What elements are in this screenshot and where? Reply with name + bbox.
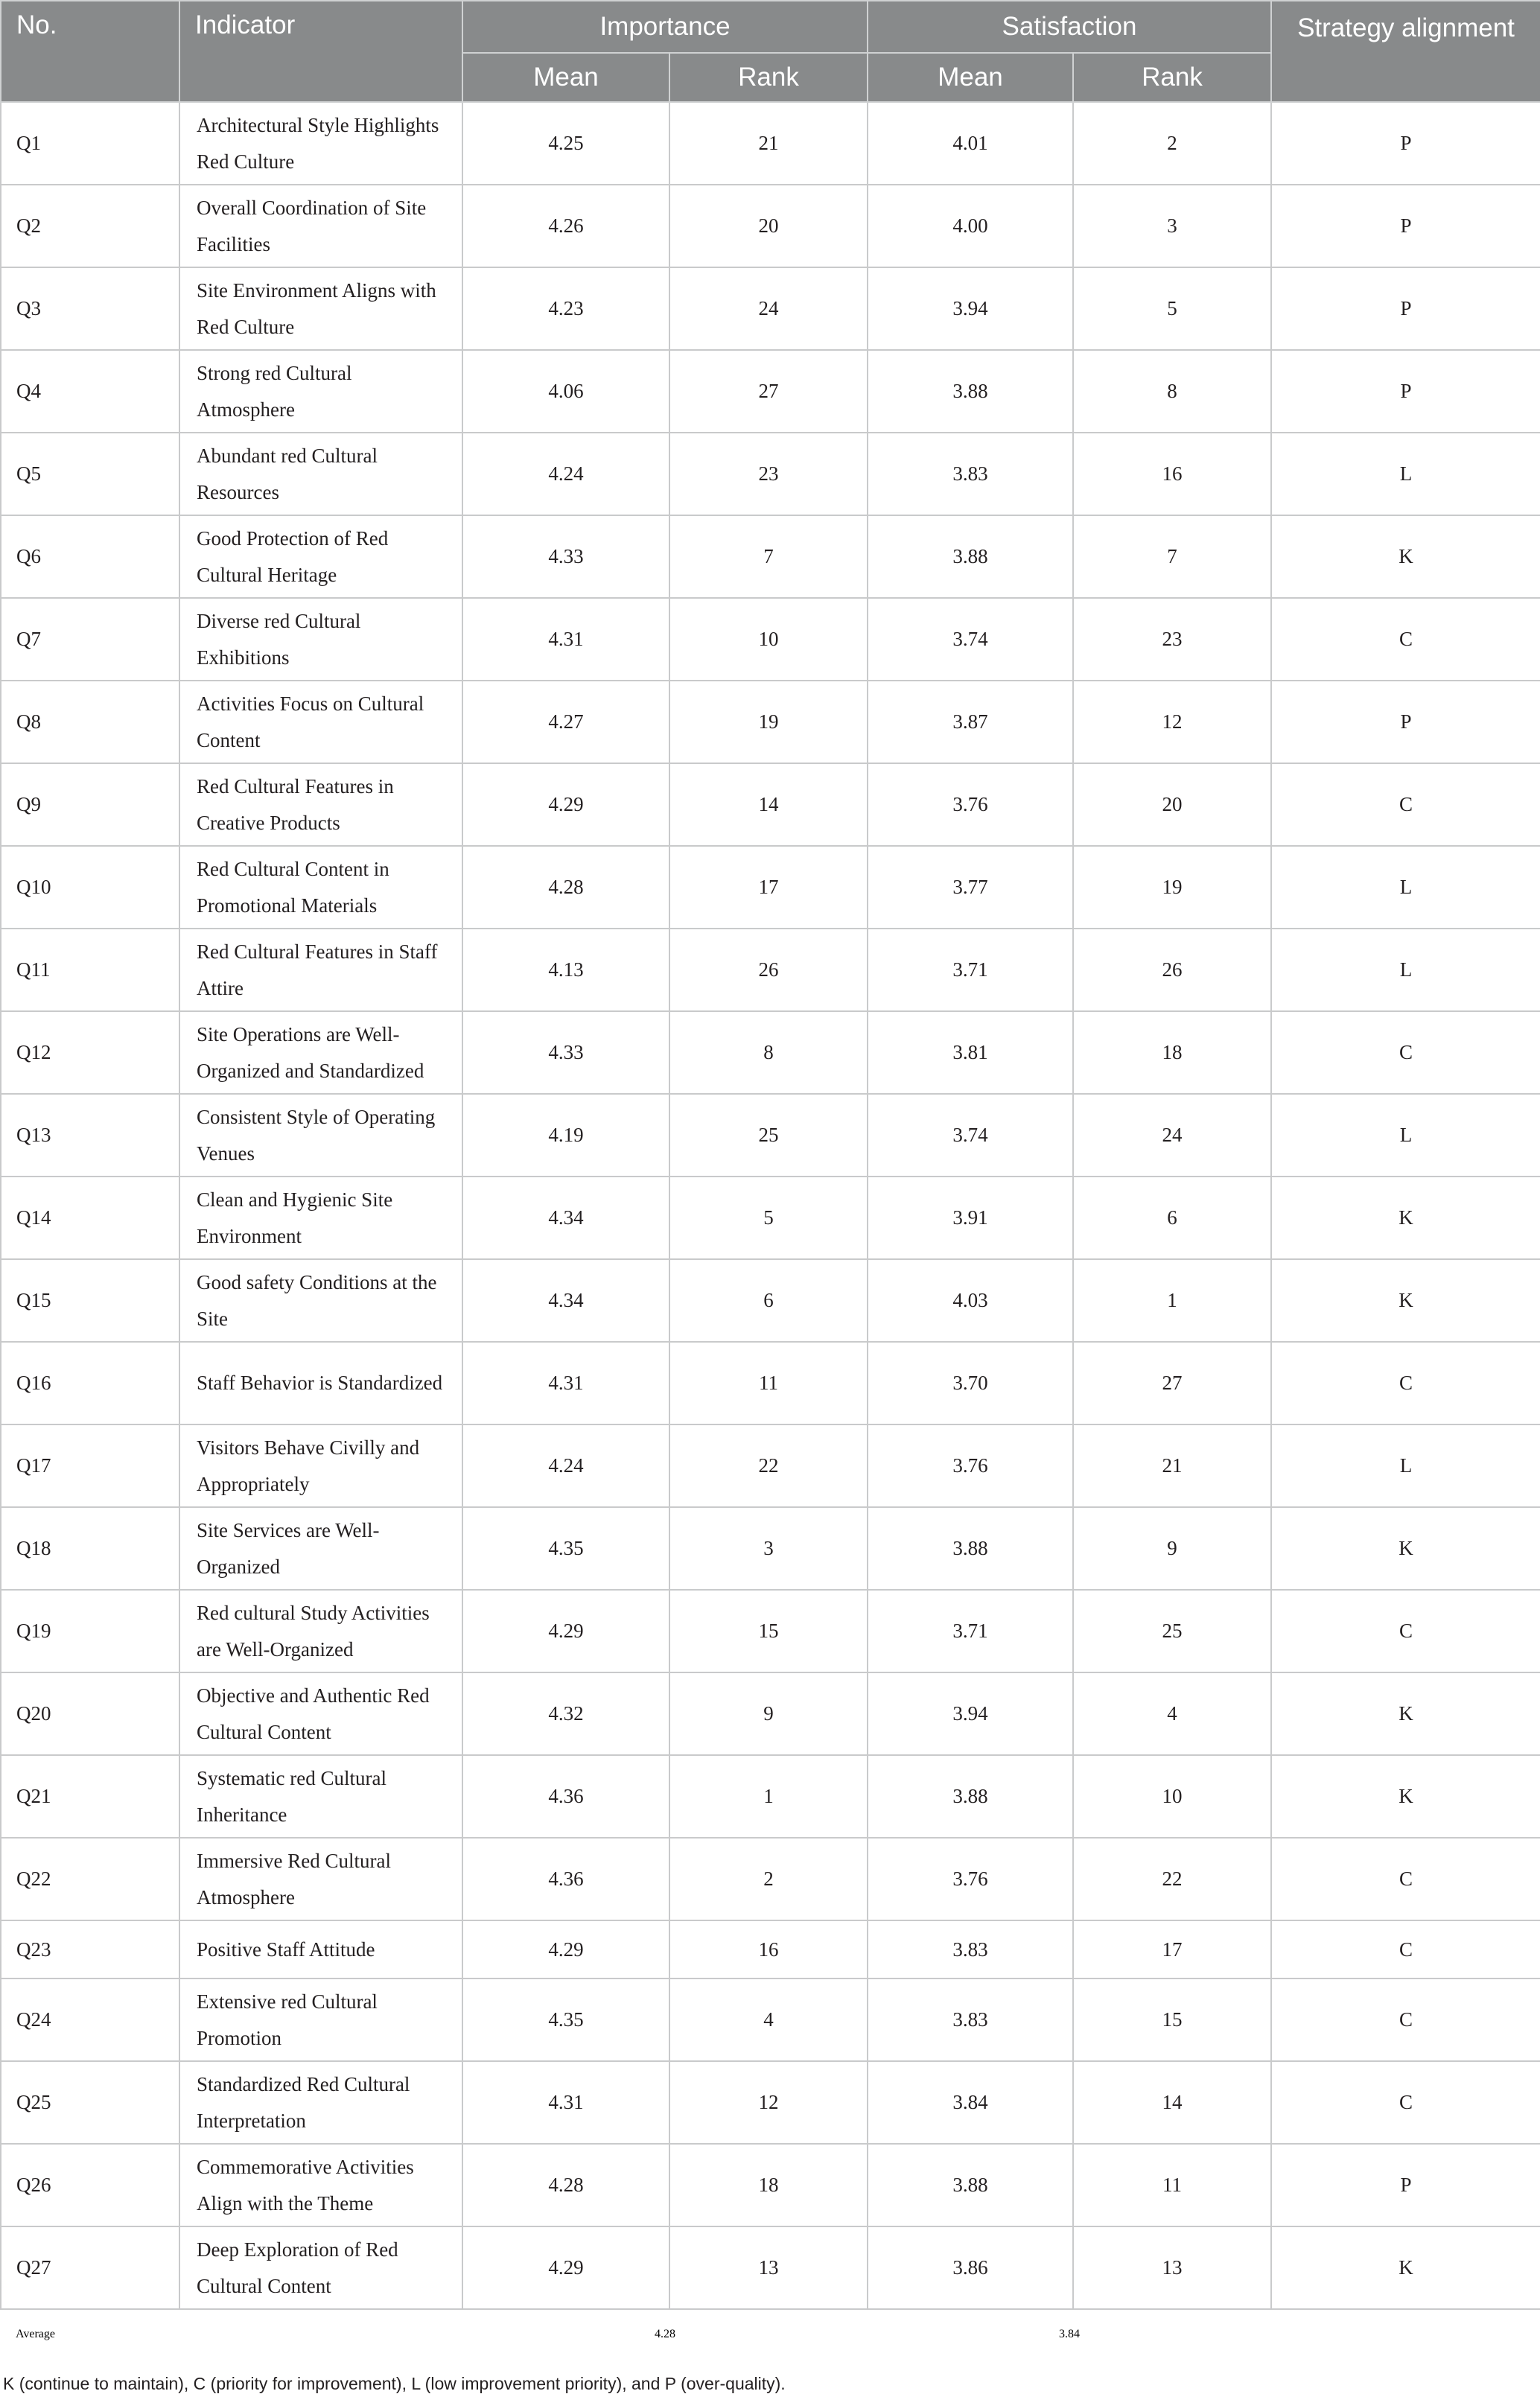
row-importance-rank: 1 <box>669 1755 868 1838</box>
row-indicator: Site Services are Well-Organized <box>179 1507 462 1590</box>
row-number: Q23 <box>1 1920 179 1978</box>
row-satisfaction-rank: 4 <box>1073 1672 1271 1755</box>
row-satisfaction-rank: 8 <box>1073 350 1271 433</box>
row-satisfaction-mean: 3.76 <box>868 1838 1073 1920</box>
row-satisfaction-rank: 24 <box>1073 1094 1271 1177</box>
row-importance-mean: 4.31 <box>462 598 669 681</box>
row-number: Q16 <box>1 1342 179 1424</box>
row-satisfaction-mean: 4.03 <box>868 1259 1073 1342</box>
row-importance-rank: 26 <box>669 929 868 1011</box>
row-satisfaction-mean: 3.71 <box>868 929 1073 1011</box>
row-strategy: C <box>1271 1838 1540 1920</box>
row-satisfaction-rank: 9 <box>1073 1507 1271 1590</box>
row-indicator: Systematic red Cultural Inheritance <box>179 1755 462 1838</box>
row-satisfaction-mean: 3.70 <box>868 1342 1073 1424</box>
header-satisfaction-mean: Mean <box>868 53 1073 102</box>
row-importance-rank: 22 <box>669 1424 868 1507</box>
row-number: Q7 <box>1 598 179 681</box>
row-importance-rank: 16 <box>669 1920 868 1978</box>
row-indicator: Strong red Cultural Atmosphere <box>179 350 462 433</box>
row-indicator: Red cultural Study Activities are Well-Organized <box>179 1590 462 1672</box>
row-strategy: C <box>1271 2061 1540 2144</box>
table-row <box>1 1342 1540 1424</box>
row-importance-rank: 11 <box>669 1342 868 1424</box>
row-indicator: Site Operations are Well-Organized and Standardized <box>179 1011 462 1094</box>
row-satisfaction-mean: 3.83 <box>868 1920 1073 1978</box>
row-satisfaction-rank: 22 <box>1073 1838 1271 1920</box>
row-importance-mean: 4.32 <box>462 1672 669 1755</box>
row-strategy: C <box>1271 1590 1540 1672</box>
row-number: Q5 <box>1 433 179 515</box>
row-importance-rank: 23 <box>669 433 868 515</box>
row-importance-rank: 12 <box>669 2061 868 2144</box>
row-importance-rank: 25 <box>669 1094 868 1177</box>
average-strategy-empty <box>1271 2309 1540 2359</box>
row-importance-mean: 4.19 <box>462 1094 669 1177</box>
row-number: Q17 <box>1 1424 179 1507</box>
row-satisfaction-mean: 3.88 <box>868 1507 1073 1590</box>
row-indicator: Abundant red Cultural Resources <box>179 433 462 515</box>
table-row <box>1 763 1540 846</box>
row-satisfaction-rank: 10 <box>1073 1755 1271 1838</box>
row-indicator: Consistent Style of Operating Venues <box>179 1094 462 1177</box>
row-indicator: Standardized Red Cultural Interpretation <box>179 2061 462 2144</box>
row-strategy: C <box>1271 1342 1540 1424</box>
row-indicator: Overall Coordination of Site Facilities <box>179 185 462 267</box>
row-indicator: Good Protection of Red Cultural Heritage <box>179 515 462 598</box>
row-number: Q9 <box>1 763 179 846</box>
row-number: Q12 <box>1 1011 179 1094</box>
table-row <box>1 846 1540 929</box>
average-importance: 4.28 <box>655 2328 675 2340</box>
row-importance-mean: 4.35 <box>462 1507 669 1590</box>
table-row <box>1 1259 1540 1342</box>
row-indicator: Commemorative Activities Align with the Theme <box>179 2144 462 2226</box>
row-number: Q3 <box>1 267 179 350</box>
row-number: Q13 <box>1 1094 179 1177</box>
header-satisfaction: Satisfaction <box>868 1 1271 53</box>
row-strategy: K <box>1271 1672 1540 1755</box>
row-strategy: K <box>1271 1177 1540 1259</box>
row-satisfaction-rank: 17 <box>1073 1920 1271 1978</box>
row-importance-mean: 4.24 <box>462 1424 669 1507</box>
row-number: Q6 <box>1 515 179 598</box>
row-importance-mean: 4.06 <box>462 350 669 433</box>
row-number: Q27 <box>1 2226 179 2309</box>
row-importance-rank: 21 <box>669 102 868 185</box>
table-row <box>1 2061 1540 2144</box>
row-indicator: Activities Focus on Cultural Content <box>179 681 462 763</box>
table-row <box>1 1507 1540 1590</box>
row-strategy: K <box>1271 1755 1540 1838</box>
row-importance-mean: 4.35 <box>462 1978 669 2061</box>
row-satisfaction-mean: 3.88 <box>868 1755 1073 1838</box>
row-importance-mean: 4.29 <box>462 2226 669 2309</box>
row-number: Q20 <box>1 1672 179 1755</box>
row-satisfaction-mean: 4.00 <box>868 185 1073 267</box>
row-indicator: Red Cultural Features in Staff Attire <box>179 929 462 1011</box>
row-number: Q15 <box>1 1259 179 1342</box>
row-importance-mean: 4.27 <box>462 681 669 763</box>
header-importance-rank: Rank <box>669 53 868 102</box>
row-importance-mean: 4.36 <box>462 1838 669 1920</box>
row-importance-rank: 6 <box>669 1259 868 1342</box>
row-satisfaction-rank: 23 <box>1073 598 1271 681</box>
row-importance-mean: 4.29 <box>462 1590 669 1672</box>
row-strategy: P <box>1271 350 1540 433</box>
row-indicator: Architectural Style Highlights Red Culture <box>179 102 462 185</box>
table-row <box>1 102 1540 185</box>
table-row <box>1 1424 1540 1507</box>
row-importance-mean: 4.29 <box>462 763 669 846</box>
table-row <box>1 681 1540 763</box>
row-importance-rank: 10 <box>669 598 868 681</box>
row-satisfaction-mean: 3.91 <box>868 1177 1073 1259</box>
row-strategy: C <box>1271 1011 1540 1094</box>
row-satisfaction-rank: 12 <box>1073 681 1271 763</box>
table-row <box>1 1177 1540 1259</box>
row-strategy: L <box>1271 1094 1540 1177</box>
row-satisfaction-mean: 3.88 <box>868 2144 1073 2226</box>
row-satisfaction-mean: 3.94 <box>868 267 1073 350</box>
row-satisfaction-mean: 3.84 <box>868 2061 1073 2144</box>
table-row <box>1 2144 1540 2226</box>
row-importance-mean: 4.23 <box>462 267 669 350</box>
row-importance-mean: 4.33 <box>462 515 669 598</box>
row-importance-rank: 2 <box>669 1838 868 1920</box>
row-strategy: K <box>1271 1259 1540 1342</box>
row-indicator: Staff Behavior is Standardized <box>179 1342 462 1424</box>
header-strategy-alignment: Strategy alignment <box>1271 1 1540 102</box>
row-importance-mean: 4.26 <box>462 185 669 267</box>
average-label: Average <box>16 2328 55 2340</box>
row-strategy: C <box>1271 1920 1540 1978</box>
table-row <box>1 2226 1540 2309</box>
row-strategy: C <box>1271 1978 1540 2061</box>
table-row <box>1 1755 1540 1838</box>
table-row <box>1 350 1540 433</box>
row-importance-rank: 4 <box>669 1978 868 2061</box>
header-importance-mean: Mean <box>462 53 669 102</box>
row-indicator: Extensive red Cultural Promotion <box>179 1978 462 2061</box>
table-row <box>1 1838 1540 1920</box>
row-importance-rank: 9 <box>669 1672 868 1755</box>
row-number: Q19 <box>1 1590 179 1672</box>
table-row <box>1 267 1540 350</box>
row-number: Q14 <box>1 1177 179 1259</box>
header-importance: Importance <box>462 1 868 53</box>
row-satisfaction-mean: 3.76 <box>868 1424 1073 1507</box>
row-importance-mean: 4.31 <box>462 2061 669 2144</box>
row-satisfaction-rank: 15 <box>1073 1978 1271 2061</box>
row-satisfaction-mean: 3.81 <box>868 1011 1073 1094</box>
header-satisfaction-rank: Rank <box>1073 53 1271 102</box>
row-satisfaction-mean: 3.86 <box>868 2226 1073 2309</box>
row-strategy: P <box>1271 102 1540 185</box>
row-indicator: Diverse red Cultural Exhibitions <box>179 598 462 681</box>
row-strategy: L <box>1271 1424 1540 1507</box>
row-number: Q25 <box>1 2061 179 2144</box>
table-row <box>1 929 1540 1011</box>
row-indicator: Red Cultural Features in Creative Products <box>179 763 462 846</box>
table-row <box>1 1672 1540 1755</box>
row-strategy: P <box>1271 681 1540 763</box>
row-satisfaction-rank: 16 <box>1073 433 1271 515</box>
row-indicator: Site Environment Aligns with Red Culture <box>179 267 462 350</box>
row-importance-mean: 4.33 <box>462 1011 669 1094</box>
row-importance-rank: 7 <box>669 515 868 598</box>
row-importance-rank: 24 <box>669 267 868 350</box>
table-row <box>1 1978 1540 2061</box>
row-satisfaction-rank: 18 <box>1073 1011 1271 1094</box>
row-strategy: L <box>1271 433 1540 515</box>
table-row <box>1 1590 1540 1672</box>
row-strategy: P <box>1271 2144 1540 2226</box>
row-satisfaction-rank: 19 <box>1073 846 1271 929</box>
table-row <box>1 598 1540 681</box>
row-indicator: Red Cultural Content in Promotional Materials <box>179 846 462 929</box>
row-satisfaction-rank: 13 <box>1073 2226 1271 2309</box>
row-indicator: Deep Exploration of Red Cultural Content <box>179 2226 462 2309</box>
row-importance-mean: 4.29 <box>462 1920 669 1978</box>
row-importance-mean: 4.24 <box>462 433 669 515</box>
row-number: Q18 <box>1 1507 179 1590</box>
row-satisfaction-mean: 3.76 <box>868 763 1073 846</box>
row-strategy: K <box>1271 2226 1540 2309</box>
row-number: Q24 <box>1 1978 179 2061</box>
row-indicator: Visitors Behave Civilly and Appropriately <box>179 1424 462 1507</box>
row-importance-rank: 14 <box>669 763 868 846</box>
row-importance-rank: 5 <box>669 1177 868 1259</box>
average-satisfaction: 3.84 <box>1059 2328 1080 2340</box>
row-indicator: Clean and Hygienic Site Environment <box>179 1177 462 1259</box>
average-row <box>1 2309 1540 2359</box>
row-importance-mean: 4.34 <box>462 1259 669 1342</box>
row-importance-rank: 18 <box>669 2144 868 2226</box>
row-satisfaction-rank: 3 <box>1073 185 1271 267</box>
row-satisfaction-rank: 25 <box>1073 1590 1271 1672</box>
table-row <box>1 1920 1540 1978</box>
table-header <box>1 1 1540 102</box>
row-number: Q8 <box>1 681 179 763</box>
row-satisfaction-mean: 3.77 <box>868 846 1073 929</box>
row-strategy: C <box>1271 598 1540 681</box>
row-importance-mean: 4.28 <box>462 846 669 929</box>
table-row <box>1 185 1540 267</box>
row-importance-rank: 15 <box>669 1590 868 1672</box>
row-satisfaction-rank: 27 <box>1073 1342 1271 1424</box>
header-indicator: Indicator <box>179 1 462 102</box>
header-no: No. <box>1 1 179 102</box>
table-body <box>1 102 1540 2309</box>
table-row <box>1 1011 1540 1094</box>
row-importance-mean: 4.25 <box>462 102 669 185</box>
row-satisfaction-mean: 3.74 <box>868 598 1073 681</box>
table-row <box>1 1094 1540 1177</box>
row-importance-rank: 20 <box>669 185 868 267</box>
row-satisfaction-mean: 3.88 <box>868 515 1073 598</box>
row-satisfaction-rank: 20 <box>1073 763 1271 846</box>
row-importance-mean: 4.34 <box>462 1177 669 1259</box>
row-satisfaction-mean: 3.94 <box>868 1672 1073 1755</box>
row-strategy: L <box>1271 929 1540 1011</box>
row-satisfaction-rank: 2 <box>1073 102 1271 185</box>
row-importance-rank: 13 <box>669 2226 868 2309</box>
row-indicator: Positive Staff Attitude <box>179 1920 462 1978</box>
row-strategy: C <box>1271 763 1540 846</box>
row-importance-mean: 4.36 <box>462 1755 669 1838</box>
row-importance-mean: 4.13 <box>462 929 669 1011</box>
row-indicator: Objective and Authentic Red Cultural Content <box>179 1672 462 1755</box>
row-satisfaction-rank: 6 <box>1073 1177 1271 1259</box>
row-number: Q2 <box>1 185 179 267</box>
table-row <box>1 515 1540 598</box>
row-satisfaction-rank: 7 <box>1073 515 1271 598</box>
row-satisfaction-rank: 11 <box>1073 2144 1271 2226</box>
row-number: Q22 <box>1 1838 179 1920</box>
row-importance-mean: 4.31 <box>462 1342 669 1424</box>
row-satisfaction-rank: 5 <box>1073 267 1271 350</box>
row-satisfaction-rank: 26 <box>1073 929 1271 1011</box>
row-strategy: P <box>1271 267 1540 350</box>
row-indicator: Immersive Red Cultural Atmosphere <box>179 1838 462 1920</box>
row-satisfaction-rank: 21 <box>1073 1424 1271 1507</box>
row-strategy: K <box>1271 1507 1540 1590</box>
row-strategy: K <box>1271 515 1540 598</box>
row-importance-rank: 17 <box>669 846 868 929</box>
row-strategy: P <box>1271 185 1540 267</box>
row-number: Q11 <box>1 929 179 1011</box>
row-satisfaction-mean: 3.74 <box>868 1094 1073 1177</box>
row-importance-mean: 4.28 <box>462 2144 669 2226</box>
row-importance-rank: 3 <box>669 1507 868 1590</box>
row-importance-rank: 8 <box>669 1011 868 1094</box>
row-indicator: Good safety Conditions at the Site <box>179 1259 462 1342</box>
row-satisfaction-mean: 3.87 <box>868 681 1073 763</box>
row-satisfaction-mean: 3.71 <box>868 1590 1073 1672</box>
row-satisfaction-mean: 3.88 <box>868 350 1073 433</box>
row-number: Q10 <box>1 846 179 929</box>
row-number: Q4 <box>1 350 179 433</box>
row-importance-rank: 27 <box>669 350 868 433</box>
row-satisfaction-rank: 1 <box>1073 1259 1271 1342</box>
row-satisfaction-mean: 3.83 <box>868 433 1073 515</box>
row-number: Q26 <box>1 2144 179 2226</box>
row-number: Q21 <box>1 1755 179 1838</box>
row-importance-rank: 19 <box>669 681 868 763</box>
row-satisfaction-mean: 3.83 <box>868 1978 1073 2061</box>
row-satisfaction-rank: 14 <box>1073 2061 1271 2144</box>
table-row <box>1 433 1540 515</box>
row-number: Q1 <box>1 102 179 185</box>
row-strategy: L <box>1271 846 1540 929</box>
table-footnote: K (continue to maintain), C (priority for improvement), L (low improvement priority), and P (over-quality). <box>3 2374 786 2393</box>
row-satisfaction-mean: 4.01 <box>868 102 1073 185</box>
